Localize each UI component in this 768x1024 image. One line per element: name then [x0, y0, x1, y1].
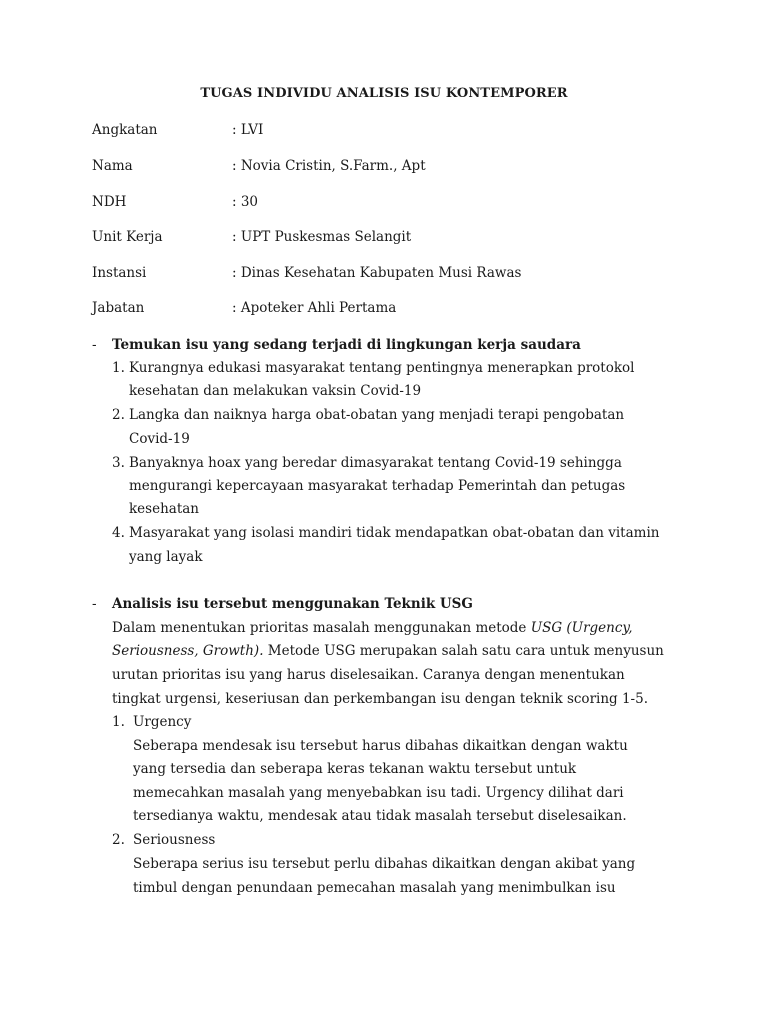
section2-bullet: -: [92, 596, 97, 612]
list-item-text: tersedianya waktu, mendesak atau tidak masalah tersebut diselesaikan.: [133, 808, 627, 824]
intro-line: urutan prioritas isu yang harus diselesaikan. Caranya dengan menentukan: [112, 667, 625, 683]
info-label: Angkatan: [92, 122, 158, 138]
list-item-text: mengurangi kepercayaan masyarakat terhadap Pemerintah dan petugas: [129, 478, 626, 494]
list-item-text: Banyaknya hoax yang beredar dimasyarakat tentang Covid-19 sehingga: [129, 455, 622, 471]
info-label: NDH: [92, 194, 127, 210]
list-number: 3.: [112, 455, 125, 471]
list-number: 2.: [112, 832, 125, 848]
list-item-text: Seberapa serius isu tersebut perlu dibahas dikaitkan dengan akibat yang: [133, 856, 636, 872]
intro-text: Metode USG merupakan salah satu cara untuk menyusun: [263, 643, 664, 659]
intro-italic: USG (Urgency,: [530, 620, 633, 636]
section2-heading: Analisis isu tersebut menggunakan Teknik USG: [112, 596, 473, 612]
list-item-text: Kurangnya edukasi masyarakat tentang pentingnya menerapkan protokol: [129, 360, 635, 376]
list-item-text: kesehatan: [129, 501, 199, 517]
list-item-text: yang layak: [129, 549, 203, 565]
list-item-text: timbul dengan penundaan pemecahan masalah yang menimbulkan isu: [133, 880, 616, 896]
info-label: Unit Kerja: [92, 229, 163, 245]
list-item-text: yang tersedia dan seberapa keras tekanan waktu tersebut untuk: [133, 761, 577, 777]
intro-line: tingkat urgensi, keseriusan dan perkembangan isu dengan teknik scoring 1-5.: [112, 691, 648, 707]
list-item-label: Urgency: [133, 714, 192, 730]
intro-italic: Seriousness, Growth).: [112, 643, 264, 659]
list-item-label: Seriousness: [133, 832, 216, 848]
info-value: : Dinas Kesehatan Kabupaten Musi Rawas: [232, 265, 522, 281]
info-value: : LVI: [232, 122, 264, 138]
intro-line: [112, 617, 633, 639]
info-label: Jabatan: [92, 300, 145, 316]
list-item-text: Langka dan naiknya harga obat-obatan yang menjadi terapi pengobatan: [129, 407, 625, 423]
info-value: : UPT Puskesmas Selangit: [232, 229, 412, 245]
list-item-text: memecahkan masalah yang menyebabkan isu tadi. Urgency dilihat dari: [133, 785, 624, 801]
section1-heading: Temukan isu yang sedang terjadi di lingkungan kerja saudara: [112, 337, 581, 353]
list-number: 4.: [112, 525, 125, 541]
intro-line: [112, 640, 664, 662]
list-number: 1.: [112, 714, 125, 730]
list-number: 1.: [112, 360, 125, 376]
document-title: TUGAS INDIVIDU ANALISIS ISU KONTEMPORER: [200, 86, 568, 101]
info-label: Instansi: [92, 265, 147, 281]
info-label: Nama: [92, 158, 133, 174]
list-item-text: kesehatan dan melakukan vaksin Covid-19: [129, 383, 422, 399]
section1-bullet: -: [92, 337, 97, 353]
info-value: : 30: [232, 194, 259, 210]
list-item-text: Seberapa mendesak isu tersebut harus dibahas dikaitkan dengan waktu: [133, 738, 628, 754]
intro-text: Dalam menentukan prioritas masalah menggunakan metode: [112, 620, 531, 636]
info-value: : Apoteker Ahli Pertama: [232, 300, 397, 316]
list-number: 2.: [112, 407, 125, 423]
list-item-text: Covid-19: [129, 431, 190, 447]
list-item-text: Masyarakat yang isolasi mandiri tidak mendapatkan obat-obatan dan vitamin: [129, 525, 660, 541]
info-value: : Novia Cristin, S.Farm., Apt: [232, 158, 426, 174]
